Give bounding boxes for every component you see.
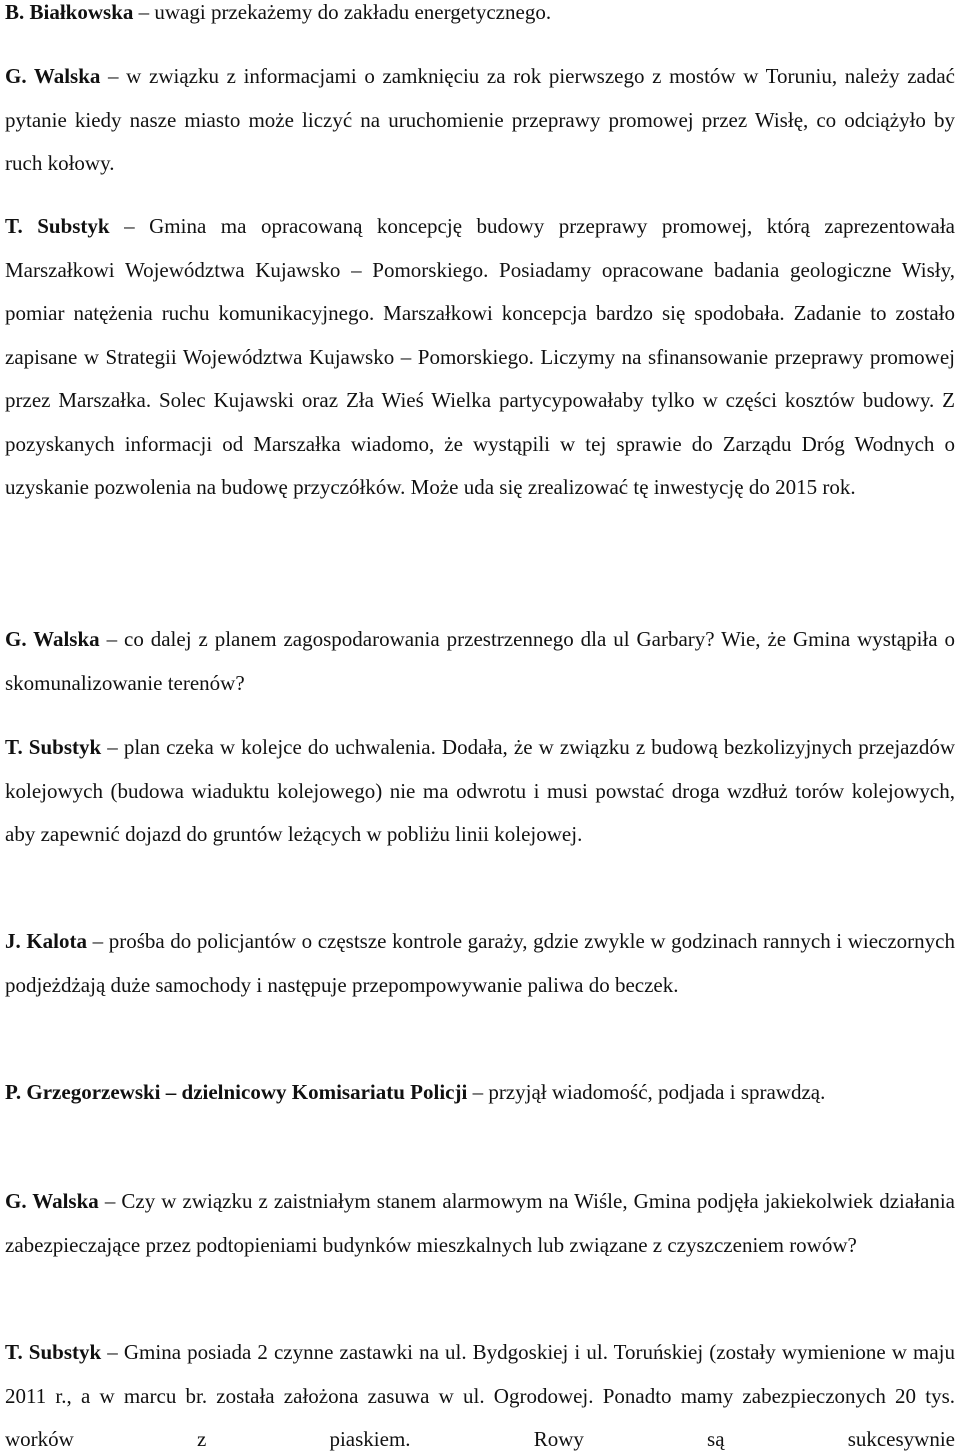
speaker-name: T. Substyk xyxy=(5,214,110,238)
paragraph-bialkowska xyxy=(5,0,955,35)
speaker-name: P. Grzegorzewski – dzielnicowy Komisariatu Policji xyxy=(5,1080,468,1104)
paragraph-substyk-flood xyxy=(5,1331,955,1456)
speaker-name: G. Walska xyxy=(5,1189,99,1213)
paragraph-text: – co dalej z planem zagospodarowania przestrzennego dla ul Garbary? Wie, że Gmina wystąpiła o skomunalizowanie terenów? xyxy=(5,627,955,695)
paragraph-walska-ferry xyxy=(5,55,955,186)
speaker-name: T. Substyk xyxy=(5,735,102,759)
speaker-name: T. Substyk xyxy=(5,1340,102,1364)
paragraph-walska-garbary xyxy=(5,618,955,705)
paragraph-text: – plan czeka w kolejce do uchwalenia. Dodała, że w związku z budową bezkolizyjnych przejazdów kolejowych (budowa wiaduktu kolejowego) nie ma odwrotu i musi powstać droga wzdłuż torów kolejowych, aby zapewnić dojazd do gruntów leżących w pobliżu linii kolejowej. xyxy=(5,735,955,846)
paragraph-kalota xyxy=(5,920,955,1007)
speaker-name: B. Białkowska xyxy=(5,0,134,24)
paragraph-grzegorzewski xyxy=(5,1071,955,1115)
speaker-name: G. Walska xyxy=(5,64,101,88)
paragraph-text: – Gmina ma opracowaną koncepcję budowy przeprawy promowej, którą zaprezentowała Marszałkowi Województwa Kujawsko – Pomorskiego. Posiadamy opracowane badania geologiczne Wisły, pomiar natężenia ruchu komunikacyjnego. Marszałkowi koncepcja bardzo się spodobała. Zadanie to zostało zapisane w Strategii Województwa Kujawsko – Pomorskiego. Liczymy na sfinansowanie przeprawy promowej przez Marszałka. Solec Kujawski oraz Zła Wieś Wielka partycypowałaby tylko w części kosztów budowy. Z pozyskanych informacji od Marszałka wiadomo, że wystąpili w tej sprawie do Zarządu Dróg Wodnych o uzyskanie pozwolenia na budowę przyczółków. Może uda się zrealizować tę inwestycję do 2015 rok. xyxy=(5,214,955,499)
paragraph-text: – w związku z informacjami o zamknięciu za rok pierwszego z mostów w Toruniu, należy zadać pytanie kiedy nasze miasto może liczyć na uruchomienie przeprawy promowej przez Wisłę, co odciążyło by ruch kołowy. xyxy=(5,64,955,175)
paragraph-text: – przyjął wiadomość, podjada i sprawdzą. xyxy=(467,1080,826,1104)
paragraph-substyk-ferry xyxy=(5,205,955,510)
paragraph-walska-flood xyxy=(5,1180,955,1267)
paragraph-text: – prośba do policjantów o częstsze kontrole garaży, gdzie zwykle w godzinach rannych i wieczornych podjeżdżają duże samochody i następuje przepompowywanie paliwa do beczek. xyxy=(5,929,955,997)
paragraph-text: – Gmina posiada 2 czynne zastawki na ul. Bydgoskiej i ul. Toruńskiej (zostały wymienione w maju 2011 r., a w marcu br. została założona zasuwa w ul. Ogrodowej. Ponadto mamy zabezpieczonych 20 tys. worków z piaskiem. Rowy są sukcesywnie xyxy=(5,1340,955,1451)
speaker-name: G. Walska xyxy=(5,627,100,651)
speaker-name: J. Kalota xyxy=(5,929,88,953)
paragraph-substyk-plan xyxy=(5,726,955,857)
paragraph-text: – uwagi przekażemy do zakładu energetycznego. xyxy=(133,0,552,24)
paragraph-text: – Czy w związku z zaistniałym stanem alarmowym na Wiśle, Gmina podjęła jakiekolwiek działania zabezpieczające przez podtopieniami budynków mieszkalnych lub związane z czyszczeniem rowów? xyxy=(5,1189,956,1257)
